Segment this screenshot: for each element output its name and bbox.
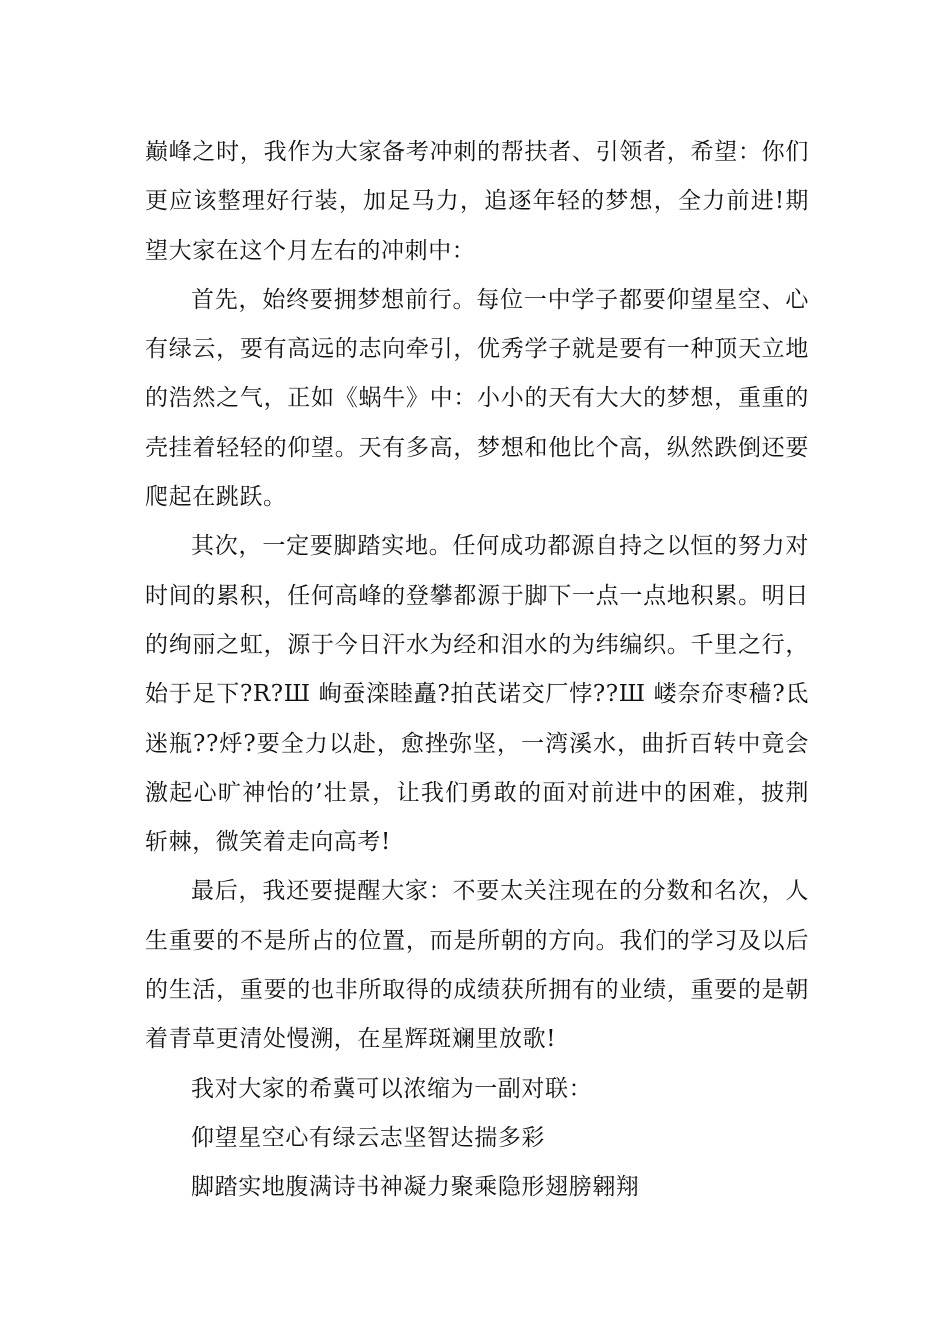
couplet-line-upper: 仰望星空心有绿云志坚智达揣多彩: [191, 1124, 545, 1151]
paragraph-second-point: 其次，一定要脚踏实地。任何成功都源自持之以恒的努力对时间的累积，任何高峰的登攀都源于脚下一点一点地积累。明日的绚丽之虹，源于今日汗水为经和泪水的为纬编织。千里之行，始于足下?R?Ш 峋蚕滦睦矗?拍芪诺交厂悖??Ш 嵝奈夼枣穑?氐迷瓶??烀?要全力以赴，愈挫弥坚，一湾溪水，曲折百转中竟会激起心旷神怡的’壮景，让我们勇敢的面对前进中的困难，披荆斩棘，微笑着走向高考!: [145, 533, 809, 856]
couplet-line-lower: 脚踏实地腹满诗书神凝力聚乘隐形翅膀翱翔: [191, 1174, 640, 1201]
document-body: [145, 128, 809, 1213]
paragraph-final-point: 最后，我还要提醒大家：不要太关注现在的分数和名次，人生重要的不是所占的位置，而是所朝的方向。我们的学习及以后的生活，重要的也非所取得的成绩获所拥有的业绩，重要的是朝着青草更清处慢溯，在星辉斑斓里放歌!: [145, 878, 809, 1053]
paragraph-first-point: 首先，始终要拥梦想前行。每位一中学子都要仰望星空、心有绿云，要有高远的志向牵引，优秀学子就是要有一种顶天立地的浩然之气，正如《蜗牛》中：小小的天有大大的梦想，重重的壳挂着轻轻的仰望。天有多高，梦想和他比个高，纵然跌倒还要爬起在跳跃。: [145, 286, 809, 511]
paragraph-intro: 巅峰之时，我作为大家备考冲刺的帮扶者、引领者，希望：你们更应该整理好行装，加足马力，追逐年轻的梦想，全力前进!期望大家在这个月左右的冲刺中：: [145, 139, 809, 264]
couplet-intro: 我对大家的希冀可以浓缩为一副对联：: [191, 1075, 593, 1102]
